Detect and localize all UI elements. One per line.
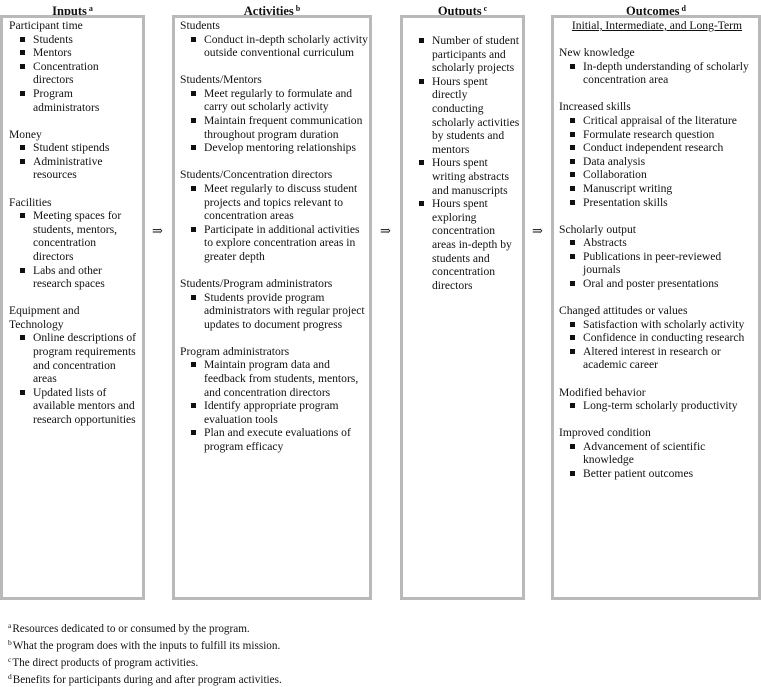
footnote-marker: c xyxy=(8,655,12,664)
list-item: Publications in peer-reviewed journals xyxy=(559,250,755,277)
list-item: Long-term scholarly productivity xyxy=(559,399,755,413)
list-item: Satisfaction with scholarly activity xyxy=(559,318,755,332)
activities-header xyxy=(172,2,372,16)
group-title: Participant time xyxy=(9,19,83,32)
list-item: Develop mentoring relationships xyxy=(180,141,368,155)
inputs-title: Inputs xyxy=(52,4,87,18)
group-title: Students/Mentors xyxy=(180,73,262,87)
list-item: Conduct in-depth scholarly activity outside conventional curriculum xyxy=(180,33,368,60)
list-item: Plan and execute evaluations of program efficacy xyxy=(180,426,368,453)
list-item: Conduct independent research xyxy=(559,141,755,155)
list-item: Formulate research question xyxy=(559,128,755,142)
inputs-header xyxy=(0,2,145,16)
list-item: Critical appraisal of the literature xyxy=(559,114,755,128)
outcomes-marker: d xyxy=(681,4,686,13)
list-item: Identify appropriate program evaluation tools xyxy=(180,399,368,426)
activities-group xyxy=(180,277,368,331)
inputs-group xyxy=(9,128,139,182)
activities-group xyxy=(180,19,368,60)
list-item: Maintain program data and feedback from students, mentors, and concentration directors xyxy=(180,358,368,399)
list-item: Students xyxy=(9,33,139,47)
outcomes-header xyxy=(551,2,761,16)
activities-group xyxy=(180,73,368,155)
list-item: Meeting spaces for students, mentors, concentration directors xyxy=(9,209,139,263)
group-title: New knowledge xyxy=(559,46,635,60)
footnote-marker: d xyxy=(8,672,12,681)
group-title: Modified behavior xyxy=(559,385,646,399)
inputs-marker: a xyxy=(88,4,93,13)
list-item: Students provide program administrators with regular project updates to document progress xyxy=(180,291,368,332)
group-title: Students/Program administrators xyxy=(180,277,333,290)
outcomes-group xyxy=(559,223,755,291)
list-item: Collaboration xyxy=(559,168,755,182)
footnote-marker: b xyxy=(8,638,12,647)
list-item: Meet regularly to discuss student projects and topics relevant to concentration areas xyxy=(180,182,368,223)
list-item: Oral and poster presentations xyxy=(559,277,755,291)
list-item: Program administrators xyxy=(9,87,139,114)
footnote-text: Resources dedicated to or consumed by the program. xyxy=(12,623,250,635)
group-title: Money xyxy=(9,127,42,141)
list-item: Hours spent directly conducting scholarly activities by students and mentors xyxy=(408,75,520,157)
footnotes xyxy=(8,619,282,687)
footnote-marker: a xyxy=(8,621,12,630)
inputs-group xyxy=(9,196,139,291)
group-title: Program administrators xyxy=(180,344,290,358)
group-title: Equipment and Technology xyxy=(9,304,80,331)
group-title: Scholarly output xyxy=(559,222,636,236)
activities-content xyxy=(180,19,368,467)
outputs-header xyxy=(400,2,525,16)
footnote-text: Benefits for participants during and after program activities. xyxy=(12,674,282,686)
group-title: Facilities xyxy=(9,195,52,209)
list-item: Number of student participants and scholarly projects xyxy=(408,34,520,75)
group-title: Students/Concentration directors xyxy=(180,168,333,182)
activities-marker: b xyxy=(295,4,301,13)
inputs-group xyxy=(9,304,139,426)
list-item: Better patient outcomes xyxy=(559,467,755,481)
arrow-outputs-to-outcomes: ⇒ xyxy=(532,223,543,238)
footnote-a xyxy=(8,619,282,636)
list-item: Advancement of scientific knowledge xyxy=(559,440,755,467)
outcomes-content xyxy=(559,19,755,494)
footnote-b xyxy=(8,636,282,653)
list-item: Abstracts xyxy=(559,236,755,250)
list-item: Administrative resources xyxy=(9,155,139,182)
list-item: Hours spent writing abstracts and manuscripts xyxy=(408,156,520,197)
list-item: Hours spent exploring concentration areas in-depth by students and concentration directors xyxy=(408,197,520,292)
outputs-content xyxy=(408,34,520,292)
list-item: Confidence in conducting research xyxy=(559,331,755,345)
group-title: Changed attitudes or values xyxy=(559,304,688,318)
list-item: Concentration directors xyxy=(9,60,139,87)
activities-title: Activities xyxy=(243,4,294,18)
list-item: Participate in additional activities to explore concentration areas in greater depth xyxy=(180,223,368,264)
list-item: Online descriptions of program requirements and concentration areas xyxy=(9,331,139,385)
list-item: In-depth understanding of scholarly concentration area xyxy=(559,60,755,87)
footnote-c xyxy=(8,653,282,670)
inputs-content xyxy=(9,19,139,440)
list-item: Meet regularly to formulate and carry out scholarly activity xyxy=(180,87,368,114)
group-title: Improved condition xyxy=(559,426,651,440)
list-item: Updated lists of available mentors and research opportunities xyxy=(9,386,139,427)
list-item: Mentors xyxy=(9,46,139,60)
outputs-marker: c xyxy=(483,4,488,13)
list-item: Student stipends xyxy=(9,141,139,155)
outcomes-group xyxy=(559,386,755,413)
list-item: Labs and other research spaces xyxy=(9,264,139,291)
outcomes-subheading: Initial, Intermediate, and Long-Term xyxy=(571,19,743,32)
activities-group xyxy=(180,168,368,263)
group-title: Students xyxy=(180,19,220,32)
footnote-text: The direct products of program activities. xyxy=(12,657,199,669)
list-item: Presentation skills xyxy=(559,196,755,210)
list-item: Manuscript writing xyxy=(559,182,755,196)
activities-group xyxy=(180,345,368,454)
arrow-inputs-to-activities: ⇒ xyxy=(152,223,163,238)
list-item: Maintain frequent communication throughout program duration xyxy=(180,114,368,141)
footnote-d xyxy=(8,670,282,687)
footnote-text: What the program does with the inputs to fulfill its mission. xyxy=(12,640,281,652)
list-item: Data analysis xyxy=(559,155,755,169)
inputs-group xyxy=(9,19,139,114)
outcomes-group xyxy=(559,100,755,209)
arrow-activities-to-outputs: ⇒ xyxy=(380,223,391,238)
outcomes-title: Outcomes xyxy=(626,4,680,18)
list-item: Altered interest in research or academic career xyxy=(559,345,755,372)
group-title: Increased skills xyxy=(559,100,631,114)
outcomes-group xyxy=(559,426,755,480)
outputs-title: Outputs xyxy=(437,4,482,18)
outcomes-group xyxy=(559,46,755,87)
outcomes-group xyxy=(559,304,755,372)
